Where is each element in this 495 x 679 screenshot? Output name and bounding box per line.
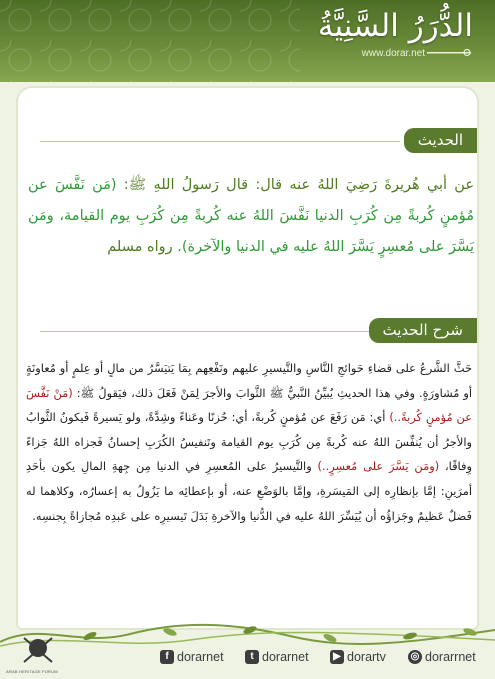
logo-ornament-icon bbox=[427, 46, 471, 60]
twitter-icon: t bbox=[245, 650, 259, 664]
header-pattern bbox=[0, 0, 300, 82]
youtube-icon: ▶ bbox=[330, 650, 344, 664]
sharh-paragraph-3: والتَّيسيرُ على المُعسِرِ في الدنيا مِن جِهةِ المالِ يكون بأحَدِ أمرَينِ: إمَّا بإنظارِه إلى المَيسَرةِ، وإمَّا بالوَضْعِ عنه، أو بإعطائِه ما يَزُولُ به إعسارُه، وكلاهما له فَضلٌ عَظيمٌ وجَزاؤُه أن يُيَسِّرَ اللهُ عليه في الدُّنيا والآخرةِ بَدَلَ تَيسيرِه على عَبدِه مُجازاةً بِجنسِه. bbox=[26, 459, 472, 523]
archive-caption: ARAB HERITAGE FORUM bbox=[6, 669, 58, 674]
hadith-divider bbox=[40, 141, 400, 142]
social-youtube-link[interactable] bbox=[330, 650, 386, 664]
site-logo-title[interactable]: الدُّرَرُ السَّنِيَّةُ bbox=[317, 8, 473, 44]
facebook-handle: dorarnet bbox=[177, 650, 224, 664]
hadith-narration: عن أبي هُريرةَ رَضِيَ اللهُ عنه قال: قال رَسولُ اللهِ ﷺ: bbox=[116, 177, 474, 193]
hadith-text bbox=[28, 170, 474, 263]
twitter-handle: dorarnet bbox=[262, 650, 309, 664]
sharh-divider bbox=[40, 331, 380, 332]
sharh-highlight-1: (مَنْ نَفَّسَ عن مُؤمنٍ كُربةً..) bbox=[26, 385, 472, 425]
archive-logo-icon bbox=[18, 632, 58, 672]
hadith-section-label: الحديث bbox=[404, 128, 477, 153]
instagram-handle: dorarrnet bbox=[425, 650, 476, 664]
header-banner bbox=[0, 0, 495, 82]
facebook-icon: f bbox=[160, 650, 174, 664]
site-url[interactable]: www.dorar.net bbox=[361, 48, 425, 59]
instagram-icon: ◎ bbox=[408, 650, 422, 664]
sharh-highlight-2: (ومَن يَسَّرَ على مُعسِرٍ..) bbox=[317, 459, 440, 474]
social-twitter-link[interactable] bbox=[245, 650, 309, 664]
sharh-section-label: شرح الحديث bbox=[369, 318, 478, 343]
sharh-paragraph-1: حَثَّ الشَّرعُ على قضاءِ حَوائجِ النَّاسِ والتَّيسيرِ عليهم ونَفْعِهم بِمَا يَتيَسَّرُ من مالٍ أو عِلمٍ أو مُعاونَةٍ أو مُشاورَةٍ. وفي هذا الحديثِ يُبيِّنُ النَّبيُّ ﷺ الثَّوابَ والأجرَ لِمَنْ فَعَلَ ذلك، فيَقولُ ﷺ: bbox=[26, 361, 472, 400]
youtube-handle: dorartv bbox=[347, 650, 386, 664]
hadith-source: رواه مسلم bbox=[107, 239, 178, 255]
sharh-text bbox=[26, 356, 472, 528]
vine-decoration bbox=[0, 612, 495, 652]
social-facebook-link[interactable] bbox=[160, 650, 224, 664]
sharh-paragraph-2: أي: مَن رَفَعَ عن مُؤمنٍ كُربةً، أي: حُزنًا وعَناءً وشِدَّةً، ولو يَسيرةً فَيكونُ الثَّوابُ والأجرُ أن يُنفِّسَ اللهُ عنه كُربةً مِن كُرَبِ يوم القيامة وتَنفيسُ الكُرَبِ إحسانٌ فَجزاه اللهُ جَزاءً وِفاقًا، bbox=[26, 410, 472, 474]
hadith-quote: (مَن نَفَّسَ عن مُؤمنٍ كُربةً مِن كُرَبِ الدنيا نَفَّسَ اللهُ عنه كُربةً مِن كُرَبِ يوم القيامة، ومَن يَسَّرَ على مُعسِرٍ يَسَّرَ اللهُ عليه في الدنيا والآخرة). bbox=[28, 177, 474, 255]
social-instagram-link[interactable] bbox=[408, 650, 476, 664]
